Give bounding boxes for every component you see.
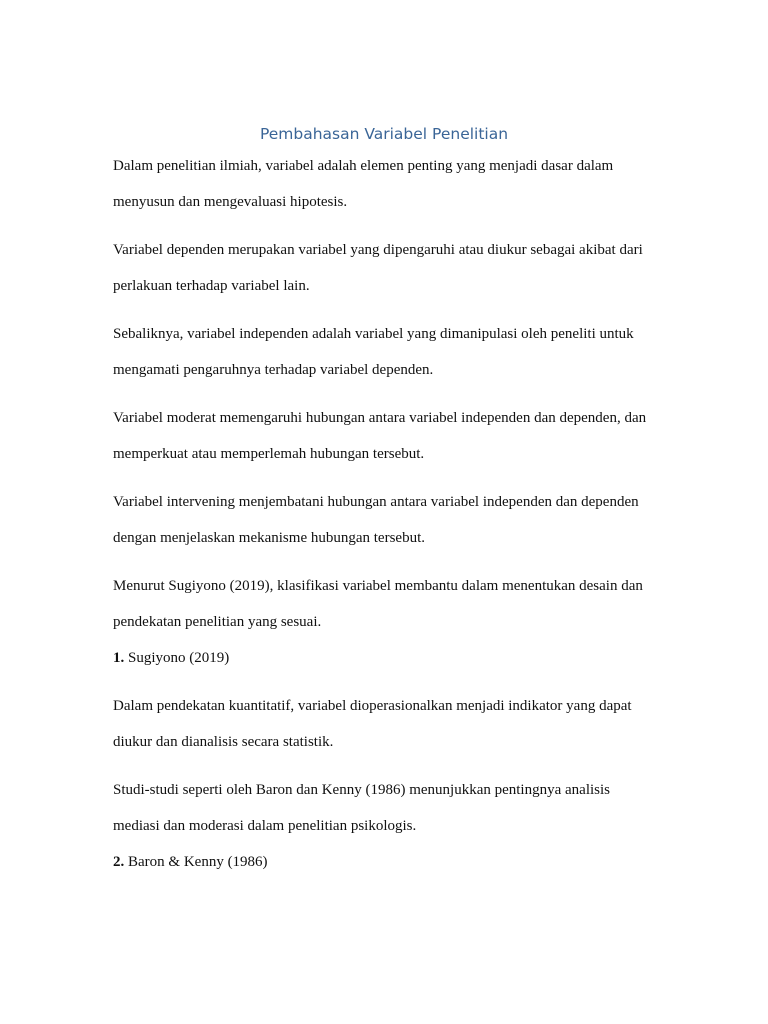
paragraph-intro: Dalam penelitian ilmiah, variabel adalah elemen penting yang menjadi dasar dalam menyusun dan mengevaluasi hipotesis. <box>113 158 614 210</box>
paragraph-baron-kenny: Studi-studi seperti oleh Baron dan Kenny (1986) menunjukkan pentingnya analisis mediasi dan moderasi dalam penelitian psikologis. <box>113 782 610 834</box>
paragraph-independent-variable: Sebaliknya, variabel independen adalah variabel yang dimanipulasi oleh peneliti untuk mengamati pengaruhnya terhadap variabel dependen. <box>113 326 634 378</box>
reference-item <box>113 844 658 880</box>
document-title: Pembahasan Variabel Penelitian <box>259 125 509 143</box>
paragraph-dependent-variable: Variabel dependen merupakan variabel yang dipengaruhi atau diukur sebagai akibat dari perlakuan terhadap variabel lain. <box>113 242 643 294</box>
document-body <box>113 148 658 892</box>
reference-number: 2. <box>113 854 125 870</box>
paragraph-sugiyono: Menurut Sugiyono (2019), klasifikasi variabel membantu dalam menentukan desain dan pendekatan penelitian yang sesuai. <box>113 578 643 630</box>
paragraph-quantitative: Dalam pendekatan kuantitatif, variabel dioperasionalkan menjadi indikator yang dapat diukur dan dianalisis secara statistik. <box>113 698 632 750</box>
paragraph-intervening-variable: Variabel intervening menjembatani hubungan antara variabel independen dan dependen dengan menjelaskan mekanisme hubungan tersebut. <box>113 494 639 546</box>
reference-number: 1. <box>113 650 125 666</box>
reference-item <box>113 640 658 676</box>
reference-text: Sugiyono (2019) <box>124 650 230 666</box>
reference-text: Baron & Kenny (1986) <box>124 854 268 870</box>
paragraph-moderating-variable: Variabel moderat memengaruhi hubungan antara variabel independen dan dependen, dan memperkuat atau memperlemah hubungan tersebut. <box>113 410 647 462</box>
